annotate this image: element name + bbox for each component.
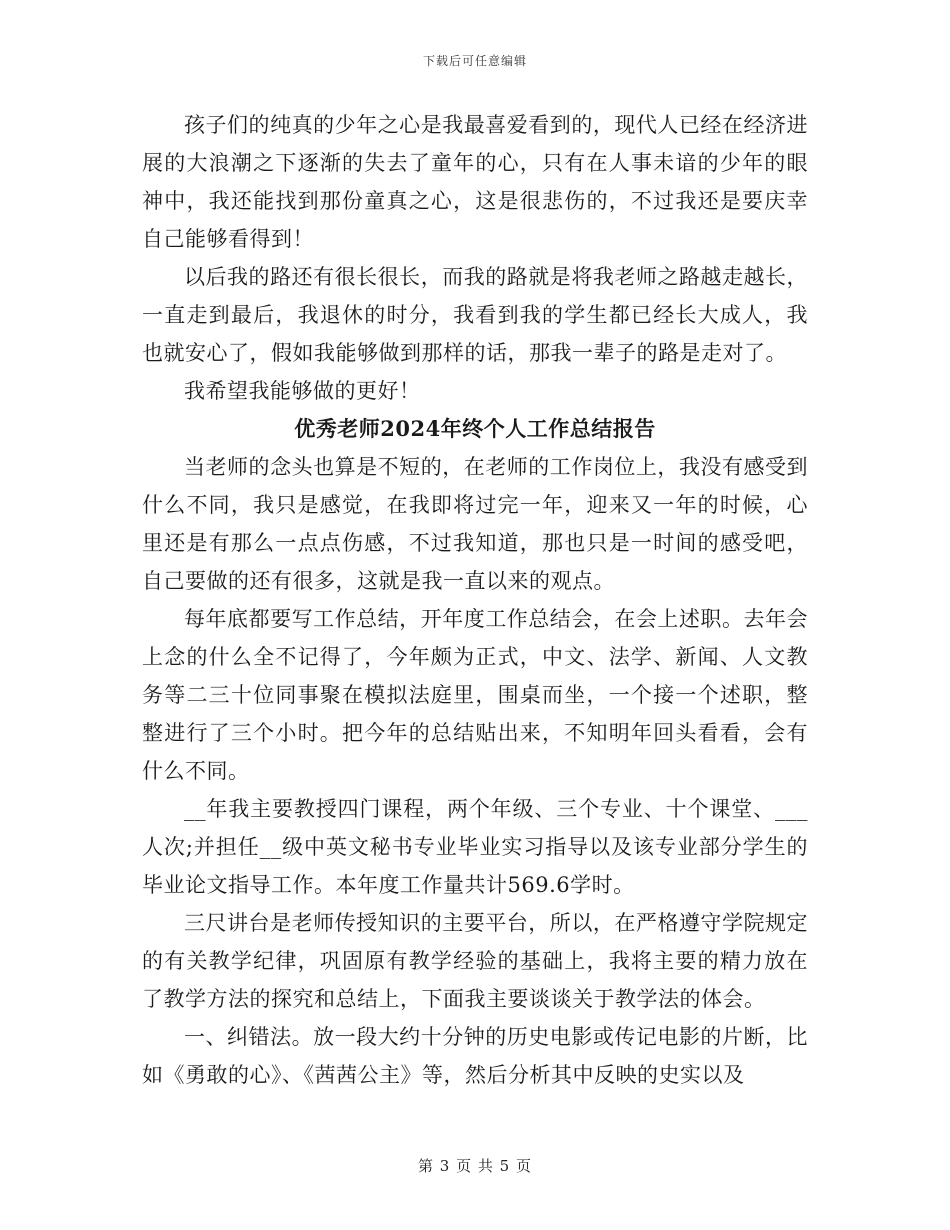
paragraph-hope: 我希望我能够做的更好！ [184,379,421,403]
paragraph-teacher-feeling: 当老师的念头也算是不短的，在老师的工作岗位上，我没有感受到什么不同，我只是感觉，在我即将过完一年，迎来又一年的时候，心里还是有那么一点点伤感，不过我知道，那也只是一时间的感受吧，自己要做的还有很多，这就是我一直以来的观点。 [142,455,808,593]
paragraph-courses: __年我主要教授四门课程，两个年级、三个专业、十个课堂、___人次;并担任__级中英文秘书专业毕业实习指导以及该专业部分学生的毕业论文指导工作。本年度工作量共计569.6学时。 [142,797,808,897]
paragraph-future-road: 以后我的路还有很长很长，而我的路就是将我老师之路越走越长，一直走到最后，我退休的时分，我看到我的学生都已经长大成人，我也就安心了，假如我能够做到那样的话，那我一辈子的路是走对了。 [142,265,808,365]
paragraph-annual-summary: 每年底都要写工作总结，开年度工作总结会，在会上述职。去年会上念的什么全不记得了，今年颇为正式，中文、法学、新闻、人文教务等二三十位同事聚在模拟法庭里，围桌而坐，一个接一个述职，整整进行了三个小时。把今年的总结贴出来，不知明年回头看看，会有什么不同。 [142,607,808,783]
page-number: 第 3 页 共 5 页 [418,1157,532,1175]
paragraph-childlike-heart: 孩子们的纯真的少年之心是我最喜爱看到的，现代人已经在经济进展的大浪潮之下逐渐的失去了童年的心，只有在人事未谙的少年的眼神中，我还能找到那份童真之心，这是很悲伤的，不过我还是要庆幸自己能够看得到！ [142,113,808,251]
section-title: 优秀老师2024年终个人工作总结报告 [294,416,656,441]
paragraph-error-correction: 一、纠错法。放一段大约十分钟的历史电影或传记电影的片断，比如《勇敢的心》、《茜茜公主》等，然后分析其中反映的史实以及 [142,1025,808,1087]
document-body [142,106,808,1094]
header-note: 下载后可任意编辑 [422,54,527,68]
paragraph-teaching-methods: 三尺讲台是老师传授知识的主要平台，所以，在严格遵守学院规定的有关教学纪律，巩固原有教学经验的基础上，我将主要的精力放在了教学方法的探究和总结上，下面我主要谈谈关于教学法的体会。 [142,911,808,1011]
